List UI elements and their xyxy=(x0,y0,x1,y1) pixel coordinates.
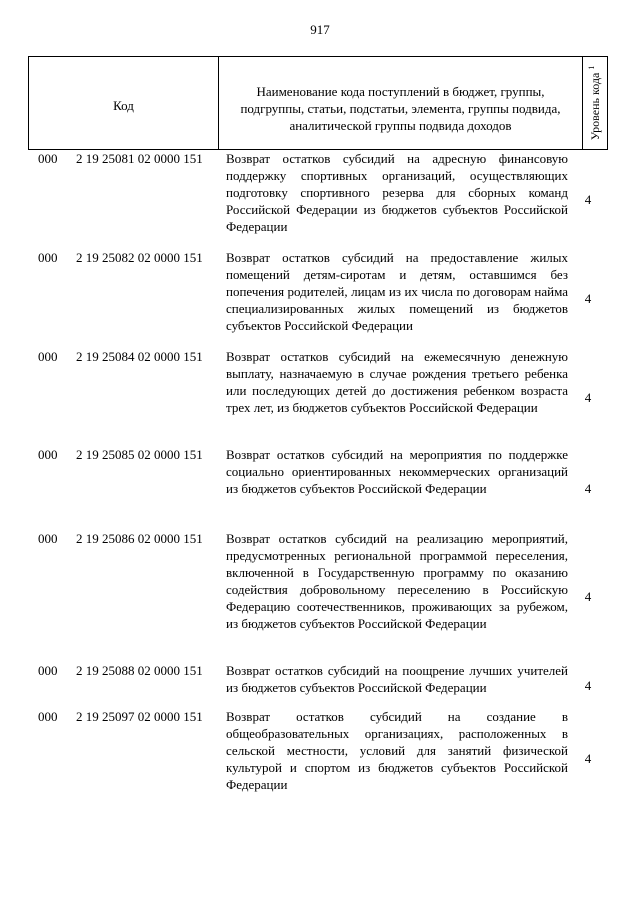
header-level-text: Уровень кода xyxy=(588,72,602,141)
income-name: Возврат остатков субсидий на предоставление жилых помещений детям-сиротам и детям, оставшимся без попечения родителей, лицам из их числа по договорам найма специализированных жилых помещений из бюджетов субъектов Российской Федерации xyxy=(226,250,568,333)
table-row xyxy=(28,662,608,708)
income-code: 2 19 25088 02 0000 151 xyxy=(76,663,203,678)
table-row xyxy=(28,708,608,808)
table-row xyxy=(28,530,608,662)
income-code: 2 19 25082 02 0000 151 xyxy=(76,250,203,265)
header-name: Наименование кода поступлений в бюджет, группы, подгруппы, статьи, подстатьи, элемента, группы подвида, аналитической группы подвида доходов xyxy=(219,57,583,149)
header-level xyxy=(583,57,607,149)
page-number: 917 xyxy=(310,22,330,37)
table-body xyxy=(28,150,608,808)
income-name: Возврат остатков субсидий на реализацию мероприятий, предусмотренных региональной программой переселения, включенной в Государственную программу по оказанию содействия добровольному переселению в Российскую Федерацию соотечественников, проживающих за рубежом, из бюджетов субъектов Российской Федерации xyxy=(226,531,568,631)
income-code: 2 19 25097 02 0000 151 xyxy=(76,709,203,724)
code-level: 4 xyxy=(584,677,592,693)
code-level: 4 xyxy=(584,192,592,207)
income-code: 2 19 25081 02 0000 151 xyxy=(76,151,203,166)
table-row xyxy=(28,446,608,530)
code-level: 4 xyxy=(584,291,592,306)
header-level-label xyxy=(587,66,603,141)
income-name: Возврат остатков субсидий на создание в общеобразовательных организациях, расположенных в сельской местности, условий для занятий физической культурой и спортом из бюджетов субъектов Российской Федерации xyxy=(226,709,568,792)
table-row xyxy=(28,150,608,249)
table-header xyxy=(28,56,608,150)
code-level: 4 xyxy=(584,480,592,496)
header-code: Код xyxy=(29,57,219,149)
table-row xyxy=(28,249,608,348)
code-level: 4 xyxy=(584,389,592,405)
income-code: 2 19 25085 02 0000 151 xyxy=(76,447,203,462)
admin-code: 000 xyxy=(38,349,58,364)
table-row xyxy=(28,348,608,446)
code-level: 4 xyxy=(584,588,592,604)
income-code: 2 19 25084 02 0000 151 xyxy=(76,349,203,364)
admin-code: 000 xyxy=(38,250,58,265)
admin-code: 000 xyxy=(38,663,58,678)
income-name: Возврат остатков субсидий на поощрение лучших учителей из бюджетов субъектов Российской Федерации xyxy=(226,663,568,695)
income-name: Возврат остатков субсидий на адресную финансовую поддержку спортивных организаций, осуществляющих подготовку спортивного резерва для сборных команд Российской Федерации из бюджетов субъектов Российской Федерации xyxy=(226,151,568,234)
admin-code: 000 xyxy=(38,709,58,724)
income-name: Возврат остатков субсидий на ежемесячную денежную выплату, назначаемую в случае рождения третьего ребенка или последующих детей до достижения ребенком возраста трех лет, из бюджетов субъектов Российской Федерации xyxy=(226,349,568,415)
admin-code: 000 xyxy=(38,447,58,462)
admin-code: 000 xyxy=(38,531,58,546)
admin-code: 000 xyxy=(38,151,58,166)
income-name: Возврат остатков субсидий на мероприятия по поддержке социально ориентированных некоммерческих организаций из бюджетов субъектов Российской Федерации xyxy=(226,447,568,496)
code-level: 4 xyxy=(584,750,592,766)
income-code: 2 19 25086 02 0000 151 xyxy=(76,531,203,546)
header-level-footnote: 1 xyxy=(587,65,596,70)
